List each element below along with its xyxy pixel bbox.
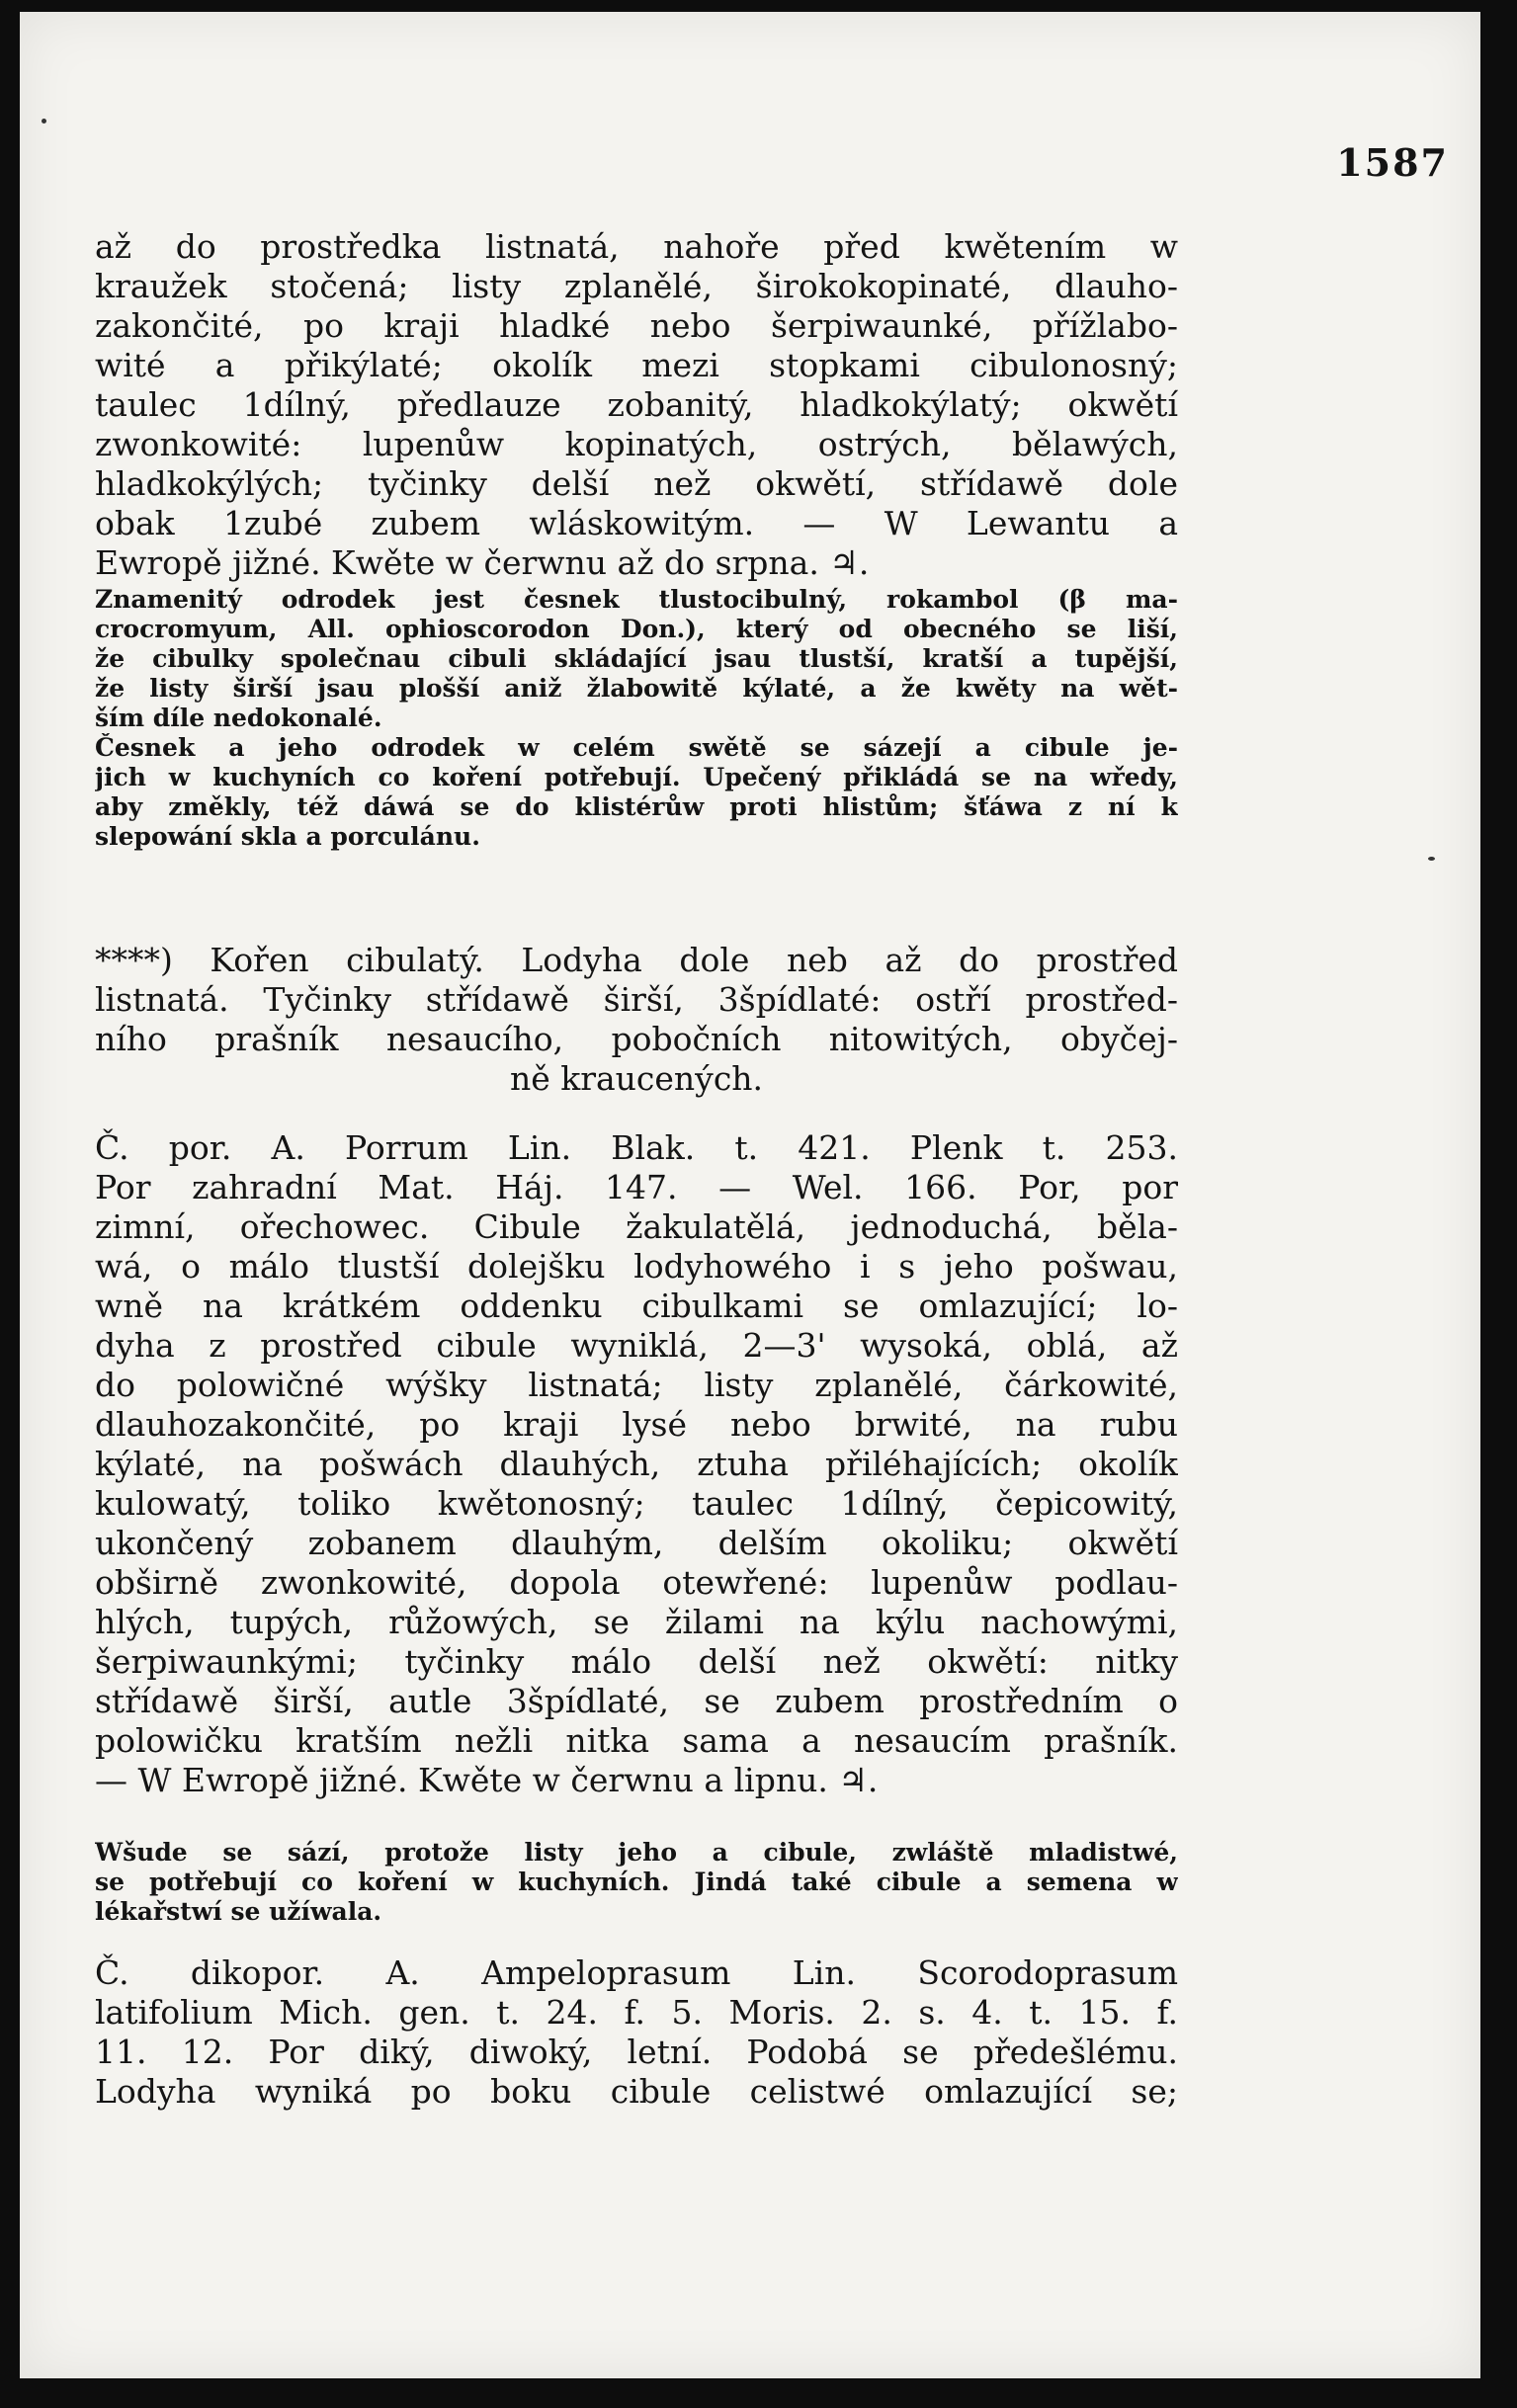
- text-line: ně kraucených.: [509, 1059, 764, 1098]
- text-line: 11. 12. Por diký, diwoký, letní. Podobá se předešlému.: [95, 2033, 1178, 2071]
- text-line: Č. por. A. Porrum Lin. Blak. t. 421. Plenk t. 253.: [95, 1128, 1178, 1167]
- text-line: se potřebují co koření w kuchyních. Jindá také cibule a semena w: [95, 1868, 1178, 1896]
- paragraph-allium-description: [95, 227, 1178, 583]
- text-line: hladkokýlých; tyčinky delší než okwětí, střídawě dole: [95, 464, 1178, 503]
- text-line: taulec 1dílný, předlauze zobanitý, hladkokýlatý; okwětí: [95, 385, 1178, 424]
- text-line: do polowičné wýšky listnatá; listy zplanělé, čárkowité,: [95, 1366, 1178, 1404]
- text-line: kýlaté, na pošwách dlauhých, ztuha přiléhajících; okolík: [95, 1445, 1178, 1483]
- text-line: lékařstwí se užíwala.: [95, 1897, 382, 1926]
- text-line: polowičku kratším nežli nitka sama a nesaucím prašník.: [95, 1721, 1178, 1760]
- note-rokambol: [95, 585, 1178, 852]
- text-line: crocromyum, All. ophioscorodon Don.), který od obecného se liší,: [95, 615, 1178, 643]
- text-line: wně na krátkém oddenku cibulkami se omlazující; lo-: [95, 1287, 1178, 1325]
- text-line: jich w kuchyních co koření potřebují. Upečený přikládá se na wředy,: [95, 763, 1178, 791]
- text-line: kulowatý, toliko kwětonosný; taulec 1dílný, čepicowitý,: [95, 1484, 1178, 1523]
- text-line: zwonkowité: lupenůw kopinatých, ostrých, bělawých,: [95, 425, 1178, 463]
- text-line: až do prostředka listnatá, nahoře před kwětením w: [95, 227, 1178, 266]
- text-line: že cibulky společnau cibuli skládající jsau tlustší, kratší a tupější,: [95, 644, 1178, 673]
- text-line: ního prašník nesaucího, pobočních nitowitých, obyčej-: [95, 1020, 1178, 1058]
- book-page: [20, 12, 1480, 2378]
- text-line: dyha z prostřed cibule wyniklá, 2—3' wysoká, oblá, až: [95, 1326, 1178, 1365]
- text-line: — W Ewropě jižné. Kwěte w čerwnu a lipnu. ♃.: [95, 1761, 879, 1799]
- text-line: wité a přikýlaté; okolík mezi stopkami cibulonosný;: [95, 346, 1178, 384]
- text-line: aby změkly, též dáwá se do klistérůw proti hlistům; šťáwa z ní k: [95, 792, 1178, 821]
- ink-speck: [1428, 857, 1435, 861]
- text-line: obak 1zubé zubem wláskowitým. — W Lewantu a: [95, 504, 1178, 542]
- footnote-section-heading: [95, 941, 1178, 1099]
- text-line: střídawě širší, autle 3špídlaté, se zubem prostředním o: [95, 1682, 1178, 1720]
- text-line: dlauhozakončité, po kraji lysé nebo brwité, na rubu: [95, 1405, 1178, 1444]
- text-line: Por zahradní Mat. Háj. 147. — Wel. 166. Por, por: [95, 1168, 1178, 1206]
- text-line: zimní, ořechowec. Cibule žakulatělá, jednoduchá, běla-: [95, 1207, 1178, 1246]
- text-line: hlých, tupých, růžowých, se žilami na kýlu nachowými,: [95, 1603, 1178, 1641]
- text-line: že listy širší jsau plošší aniž žlabowitě kýlaté, a že kwěty na wět-: [95, 674, 1178, 703]
- page-number: 1587: [1336, 140, 1449, 185]
- text-line: zakončité, po kraji hladké nebo šerpiwaunké, přížlabo-: [95, 306, 1178, 345]
- note-porrum-usage: [95, 1838, 1178, 1927]
- text-line: ukončený zobanem dlauhým, delším okoliku; okwětí: [95, 1524, 1178, 1562]
- text-line: Lodyha wyniká po boku cibule celistwé omlazující se;: [95, 2072, 1178, 2111]
- text-line: slepowání skla a porculánu.: [95, 822, 480, 851]
- text-line: wá, o málo tlustší dolejšku lodyhowého i s jeho pošwau,: [95, 1247, 1178, 1286]
- text-line: latifolium Mich. gen. t. 24. f. 5. Moris. 2. s. 4. t. 15. f.: [95, 1993, 1178, 2032]
- ink-speck: [42, 119, 46, 124]
- text-line: ším díle nedokonalé.: [95, 704, 382, 732]
- text-line: obširně zwonkowité, dopola otewřené: lupenůw podlau-: [95, 1563, 1178, 1602]
- text-line: šerpiwaunkými; tyčinky málo delší než okwětí: nitky: [95, 1642, 1178, 1681]
- text-line: listnatá. Tyčinky střídawě širší, 3špídlaté: ostří prostřed-: [95, 980, 1178, 1019]
- text-line: Wšude se sází, protože listy jeho a cibule, zwláště mladistwé,: [95, 1838, 1178, 1867]
- text-line: Česnek a jeho odrodek w celém swětě se sázejí a cibule je-: [95, 733, 1178, 762]
- text-line: Znamenitý odrodek jest česnek tlustocibulný, rokambol (β ma-: [95, 585, 1178, 614]
- text-line: kraužek stočená; listy zplanělé, širokokopinaté, dlauho-: [95, 267, 1178, 305]
- paragraph-ampeloprasum: [95, 1953, 1178, 2112]
- text-line: Ewropě jižné. Kwěte w čerwnu až do srpna. ♃.: [95, 543, 870, 582]
- paragraph-porrum: [95, 1128, 1178, 1800]
- text-line: Č. dikopor. A. Ampeloprasum Lin. Scorodoprasum: [95, 1953, 1178, 1992]
- text-line: ****) Kořen cibulatý. Lodyha dole neb až do prostřed: [95, 941, 1178, 979]
